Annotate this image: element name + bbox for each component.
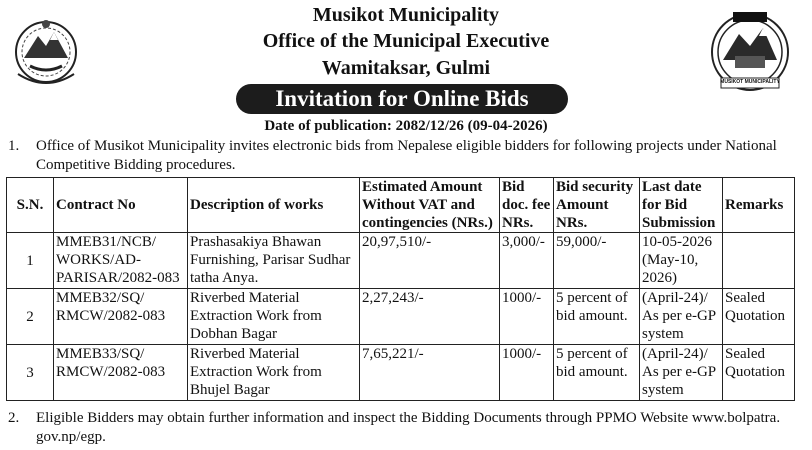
cell-estimated-amount: 7,65,221/- xyxy=(360,345,500,401)
cell-last-date: (April-24)/ As per e-GP system xyxy=(640,289,723,345)
col-header-sn: S.N. xyxy=(7,178,54,233)
notice-title-banner: Invitation for Online Bids xyxy=(236,84,568,114)
cell-description: Riverbed Material Extraction Work from Bhujel Bagar xyxy=(188,345,360,401)
cell-estimated-amount: 20,97,510/- xyxy=(360,233,500,289)
cell-sn: 3 xyxy=(7,345,54,401)
cell-last-date: 10-05-2026 (May-10, 2026) xyxy=(640,233,723,289)
bids-table xyxy=(6,177,795,401)
col-header-estimated-amount: Estimated Amount Without VAT and contingencies (NRs.) xyxy=(360,178,500,233)
office-address: Wamitaksar, Gulmi xyxy=(321,57,491,79)
col-header-last-date: Last date for Bid Submission xyxy=(640,178,723,233)
cell-sn: 2 xyxy=(7,289,54,345)
cell-contract: MMEB32/SQ/ RMCW/2082-083 xyxy=(54,289,188,345)
cell-bid-security: 5 percent of bid amount. xyxy=(554,289,640,345)
municipality-name: Musikot Municipality xyxy=(312,4,500,26)
cell-description: Prashasakiya Bhawan Furnishing, Parisar Sudhar tatha Anya. xyxy=(188,233,360,289)
cell-description: Riverbed Material Extraction Work from Dobhan Bagar xyxy=(188,289,360,345)
paragraph-1-number: 1. xyxy=(8,138,20,154)
right-logo-caption: MUSIKOT MUNICIPALITY xyxy=(720,79,780,85)
cell-remarks: Sealed Quotation xyxy=(723,345,795,401)
col-header-remarks: Remarks xyxy=(723,178,795,233)
table-row xyxy=(7,289,795,345)
paragraph-2-number: 2. xyxy=(8,410,20,426)
paragraph-1-text: Office of Musikot Municipality invites electronic bids from Nepalese eligible bidders for following projects under National Competitive Bidding procedures. xyxy=(36,138,777,173)
table-row xyxy=(7,345,795,401)
cell-doc-fee: 1000/- xyxy=(500,345,554,401)
office-name: Office of the Municipal Executive xyxy=(262,30,550,52)
paragraph-2-text: Eligible Bidders may obtain further information and inspect the Bidding Documents through PPMO Website www.bolpatra. gov.np/egp. xyxy=(36,410,781,445)
cell-bid-security: 59,000/- xyxy=(554,233,640,289)
table-row xyxy=(7,233,795,289)
cell-bid-security: 5 percent of bid amount. xyxy=(554,345,640,401)
cell-doc-fee: 3,000/- xyxy=(500,233,554,289)
col-header-description: Description of works xyxy=(188,178,360,233)
cell-remarks xyxy=(723,233,795,289)
cell-last-date: (April-24)/ As per e-GP system xyxy=(640,345,723,401)
table-header-row xyxy=(7,178,795,233)
cell-sn: 1 xyxy=(7,233,54,289)
cell-contract: MMEB31/NCB/ WORKS/AD-PARISAR/2082-083 xyxy=(54,233,188,289)
cell-contract: MMEB33/SQ/ RMCW/2082-083 xyxy=(54,345,188,401)
col-header-doc-fee: Bid doc. fee NRs. xyxy=(500,178,554,233)
col-header-bid-security: Bid security Amount NRs. xyxy=(554,178,640,233)
cell-remarks: Sealed Quotation xyxy=(723,289,795,345)
col-header-contract: Contract No xyxy=(54,178,188,233)
publication-date: Date of publication: 2082/12/26 (09-04-2026) xyxy=(264,118,548,134)
cell-estimated-amount: 2,27,243/- xyxy=(360,289,500,345)
cell-doc-fee: 1000/- xyxy=(500,289,554,345)
